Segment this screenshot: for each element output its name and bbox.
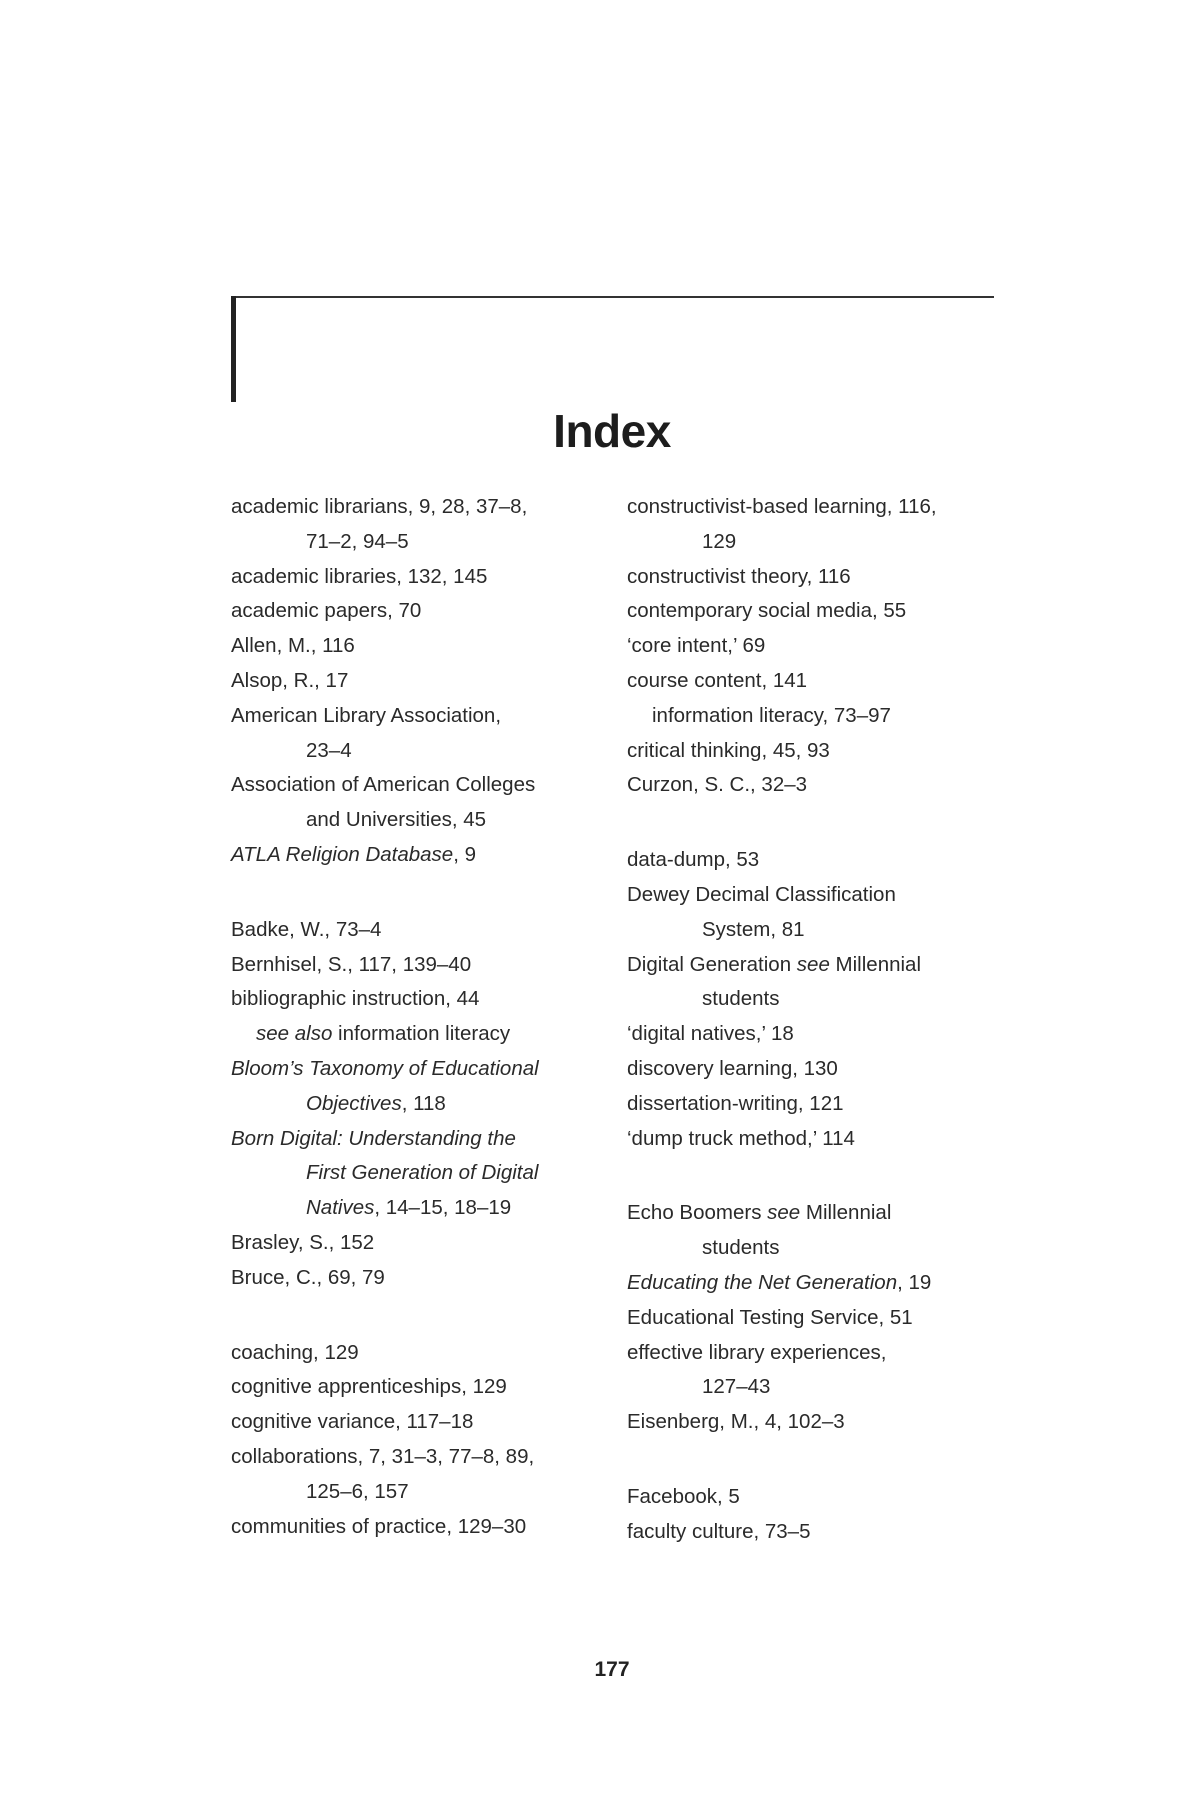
- index-text: Educational Testing Service, 51: [627, 1305, 913, 1329]
- index-entry: [231, 1122, 621, 1157]
- index-entry-continuation: [627, 1370, 1017, 1405]
- index-entry: [231, 913, 621, 948]
- index-text: cognitive apprenticeships, 129: [231, 1375, 507, 1399]
- index-entry: [231, 768, 621, 803]
- index-entry: [231, 982, 621, 1017]
- index-entry-continuation: [627, 1231, 1017, 1266]
- index-entry: [627, 878, 1017, 913]
- chapter-rule-horizontal: [231, 296, 994, 298]
- index-text: , 118: [401, 1091, 446, 1115]
- page-title: Index: [553, 405, 671, 457]
- index-text: Curzon, S. C., 32–3: [627, 773, 808, 797]
- index-entry-continuation: [231, 1087, 621, 1122]
- index-column-left: [231, 490, 621, 1544]
- index-entry-continuation: [231, 803, 621, 838]
- index-entry-continuation: [627, 525, 1017, 560]
- index-text: Digital Generation: [627, 952, 797, 976]
- index-text: Millennial: [800, 1201, 892, 1225]
- index-entry: [627, 594, 1017, 629]
- index-text: Bruce, C., 69, 79: [231, 1265, 385, 1289]
- index-entry: [627, 560, 1017, 595]
- index-text: 23–4: [306, 738, 352, 762]
- index-text: cognitive variance, 117–18: [231, 1410, 474, 1434]
- index-subentry: [627, 699, 1017, 734]
- index-text: collaborations, 7, 31–3, 77–8, 89,: [231, 1444, 535, 1468]
- index-text: , 14–15, 18–19: [374, 1196, 512, 1220]
- index-text: Alsop, R., 17: [231, 668, 349, 692]
- index-gap: [627, 1440, 1017, 1480]
- index-text: Echo Boomers: [627, 1201, 768, 1225]
- index-text: Millennial: [829, 952, 922, 976]
- index-gap: [627, 803, 1017, 843]
- index-entry: [627, 629, 1017, 664]
- index-text: effective library experiences,: [627, 1340, 887, 1364]
- index-text: bibliographic instruction, 44: [231, 987, 480, 1011]
- index-text: 125–6, 157: [306, 1479, 409, 1503]
- index-text: data-dump, 53: [627, 848, 760, 872]
- index-text: and Universities, 45: [306, 808, 487, 832]
- index-gap: [231, 873, 621, 913]
- index-entry: [231, 948, 621, 983]
- index-text: critical thinking, 45, 93: [627, 738, 830, 762]
- index-entry-continuation: [627, 913, 1017, 948]
- index-text: Association of American Colleges: [231, 773, 536, 797]
- index-entry: [231, 664, 621, 699]
- index-entry: [627, 1052, 1017, 1087]
- index-text-italic: Born Digital: Understanding the: [231, 1126, 516, 1150]
- index-text: contemporary social media, 55: [627, 599, 907, 623]
- index-entry-continuation: [231, 1475, 621, 1510]
- index-entry: [627, 1122, 1017, 1157]
- index-text: System, 81: [702, 917, 805, 941]
- index-entry: [627, 948, 1017, 983]
- index-text: students: [702, 1236, 780, 1260]
- index-entry: [627, 664, 1017, 699]
- index-text: ‘dump truck method,’ 114: [627, 1126, 855, 1150]
- index-gap: [231, 1296, 621, 1336]
- index-text: American Library Association,: [231, 703, 502, 727]
- index-entry-continuation: [231, 1156, 621, 1191]
- index-entry: [627, 1480, 1017, 1515]
- index-entry: [231, 838, 621, 873]
- index-text: discovery learning, 130: [627, 1056, 838, 1080]
- index-entry: [231, 629, 621, 664]
- index-text: academic librarians, 9, 28, 37–8,: [231, 495, 528, 518]
- index-text: information literacy: [332, 1022, 511, 1046]
- index-text: Brasley, S., 152: [231, 1230, 375, 1254]
- index-text-italic: see: [767, 1201, 801, 1225]
- index-subentry: [231, 1017, 621, 1052]
- index-text: Dewey Decimal Classification: [627, 882, 896, 906]
- index-entry: [231, 1052, 621, 1087]
- index-text: faculty culture, 73–5: [627, 1519, 811, 1543]
- index-entry: [627, 768, 1017, 803]
- index-text: coaching, 129: [231, 1340, 359, 1364]
- index-text: Badke, W., 73–4: [231, 917, 382, 941]
- index-text: academic papers, 70: [231, 599, 422, 623]
- index-entry: [627, 734, 1017, 769]
- index-gap: [627, 1156, 1017, 1196]
- index-entry: [231, 1405, 621, 1440]
- index-text: information literacy, 73–97: [652, 703, 891, 727]
- index-text-italic: Bloom’s Taxonomy of Educational: [231, 1056, 539, 1080]
- index-entry: [627, 1405, 1017, 1440]
- index-text-italic: Natives: [306, 1196, 375, 1220]
- index-entry: [627, 843, 1017, 878]
- index-text: Bernhisel, S., 117, 139–40: [231, 952, 472, 976]
- index-text: , 19: [897, 1270, 932, 1294]
- index-text: Facebook, 5: [627, 1484, 740, 1508]
- index-entry: [627, 1196, 1017, 1231]
- index-text: constructivist-based learning, 116,: [627, 495, 937, 518]
- index-entry: [231, 1370, 621, 1405]
- index-entry: [231, 1261, 621, 1296]
- index-text: academic libraries, 132, 145: [231, 564, 488, 588]
- index-text-italic: ATLA Religion Database: [231, 842, 454, 866]
- index-entry-continuation: [231, 525, 621, 560]
- index-column-right: [627, 490, 1017, 1550]
- index-entry: [231, 1226, 621, 1261]
- index-entry: [231, 1510, 621, 1545]
- index-text: communities of practice, 129–30: [231, 1514, 527, 1538]
- index-text-italic: First Generation of Digital: [306, 1161, 539, 1185]
- index-entry: [231, 1336, 621, 1371]
- index-entry: [627, 490, 1017, 525]
- index-entry: [231, 560, 621, 595]
- index-entry-continuation: [627, 982, 1017, 1017]
- index-text: , 9: [453, 842, 477, 866]
- index-text-italic: see also: [256, 1022, 333, 1046]
- index-entry: [627, 1336, 1017, 1371]
- index-entry: [231, 490, 621, 525]
- index-entry-continuation: [231, 1191, 621, 1226]
- index-text: ‘digital natives,’ 18: [627, 1022, 794, 1046]
- index-text: 71–2, 94–5: [306, 529, 409, 553]
- index-entry: [231, 1440, 621, 1475]
- index-text: 127–43: [702, 1375, 771, 1399]
- chapter-rule-vertical: [231, 296, 236, 402]
- index-text: dissertation-writing, 121: [627, 1091, 844, 1115]
- index-text: Eisenberg, M., 4, 102–3: [627, 1410, 845, 1434]
- index-entry: [627, 1515, 1017, 1550]
- index-text-italic: see: [796, 952, 830, 976]
- index-entry: [627, 1266, 1017, 1301]
- index-entry: [231, 699, 621, 734]
- index-text: 129: [702, 529, 737, 553]
- index-entry-continuation: [231, 734, 621, 769]
- index-text: ‘core intent,’ 69: [627, 634, 766, 658]
- index-entry: [231, 594, 621, 629]
- index-text: constructivist theory, 116: [627, 564, 851, 588]
- index-text: course content, 141: [627, 668, 808, 692]
- index-entry: [627, 1017, 1017, 1052]
- index-text-italic: Objectives: [306, 1091, 402, 1115]
- index-entry: [627, 1087, 1017, 1122]
- page-number: 177: [594, 1658, 630, 1681]
- index-text: students: [702, 987, 780, 1011]
- index-entry: [627, 1301, 1017, 1336]
- index-text: Allen, M., 116: [231, 634, 355, 658]
- index-text-italic: Educating the Net Generation: [627, 1270, 898, 1294]
